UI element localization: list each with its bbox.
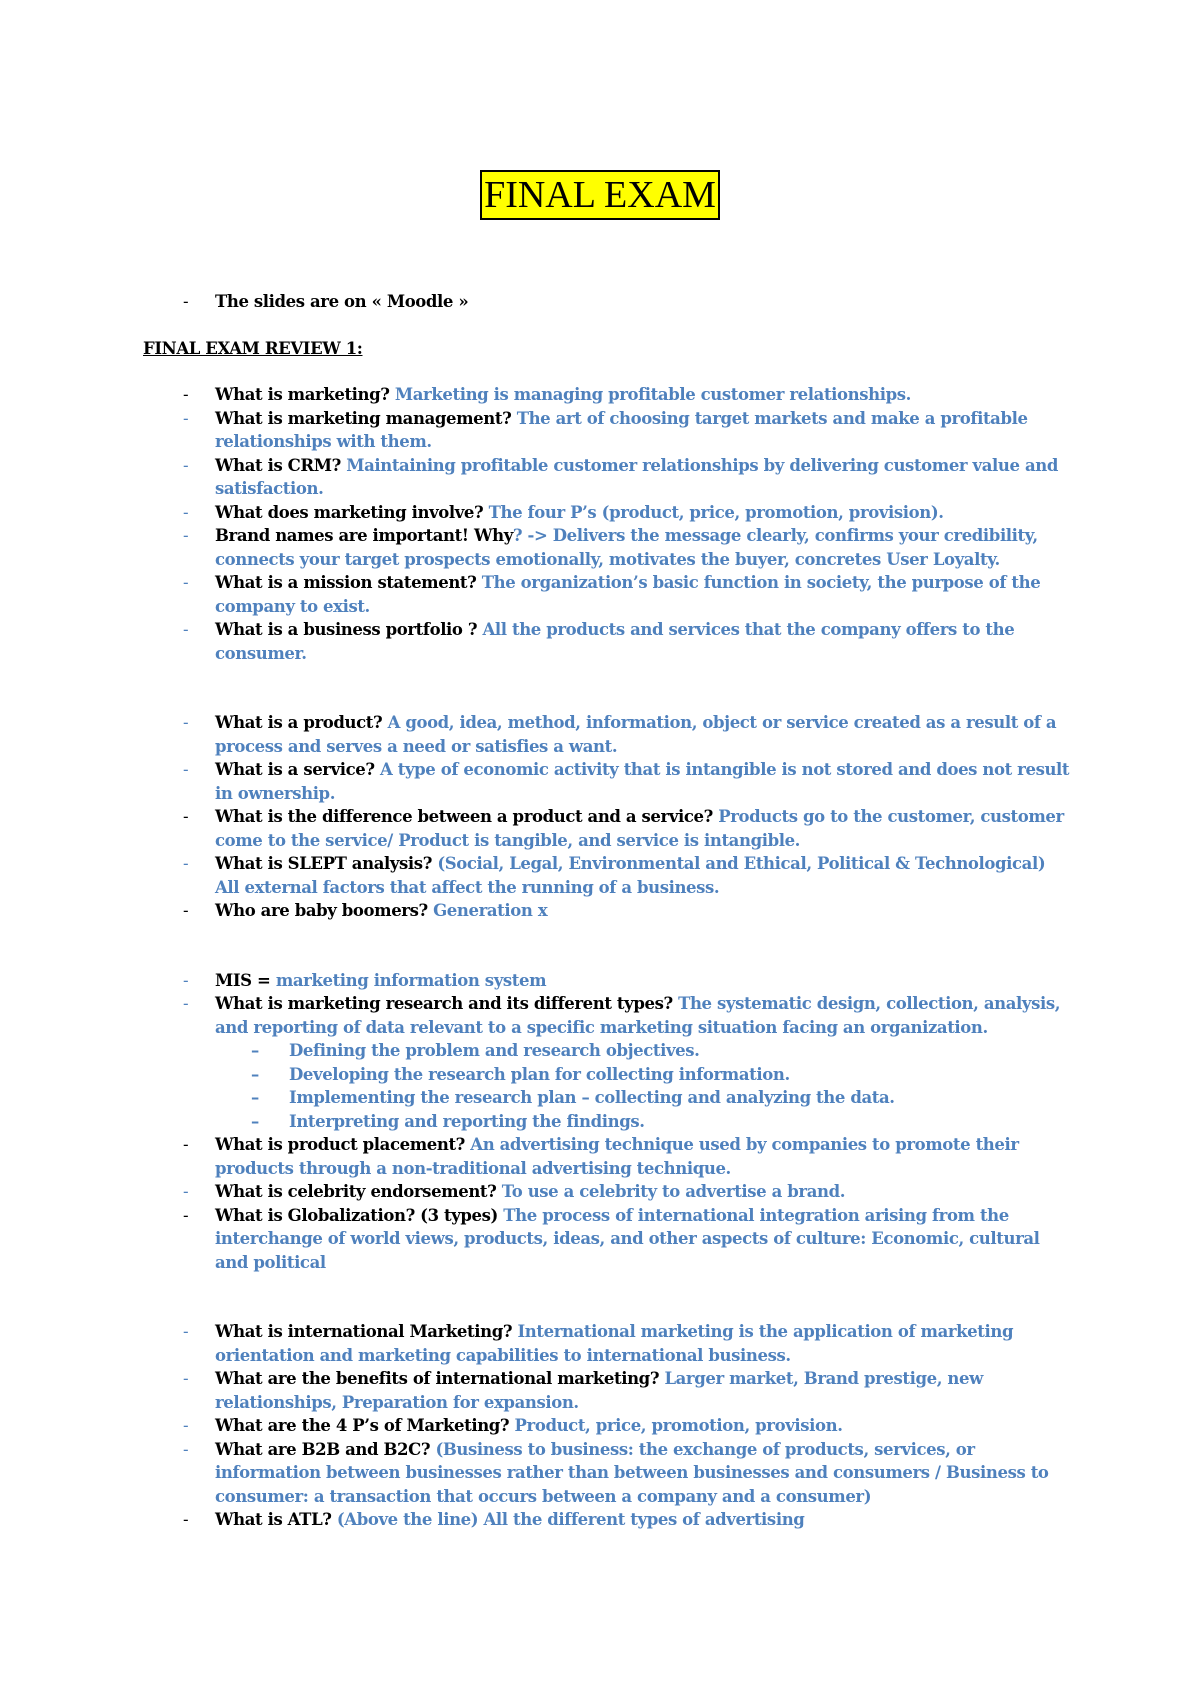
answer: ? -> Delivers the message clearly, confirms your credibility, connects your target prospects emotionally, motivates the buyer, concretes User Loyalty. xyxy=(215,526,1038,569)
qa-item xyxy=(143,1414,1073,1438)
qa-item xyxy=(143,852,1073,899)
question: Who are baby boomers? xyxy=(215,901,428,920)
answer: The organization’s basic function in society, the purpose of the company to exist. xyxy=(215,573,1041,616)
qa-item xyxy=(143,571,1073,618)
question: MIS = xyxy=(215,970,276,990)
question: What is marketing management? xyxy=(215,408,512,428)
answer: marketing information system xyxy=(275,970,547,990)
qa-item xyxy=(143,524,1073,571)
question: What is ATL? xyxy=(215,1510,332,1529)
question: What are B2B and B2C? xyxy=(215,1439,431,1459)
sub-bullet-dash: – xyxy=(251,1111,259,1131)
qa-item xyxy=(143,454,1073,501)
intro-text: The slides are on « Moodle » xyxy=(215,292,469,311)
bullet-dash: - xyxy=(183,901,189,920)
question: What is celebrity endorsement? xyxy=(215,1182,497,1201)
question: What is CRM? xyxy=(215,455,341,475)
qa-item xyxy=(143,711,1073,758)
answer: Generation x xyxy=(427,901,548,920)
question: What is a service? xyxy=(215,760,375,779)
bullet-dash: - xyxy=(183,573,189,592)
answer: Products go to the customer, customer come to the service/ Product is tangible, and service is intangible. xyxy=(215,807,1064,850)
intro-bullet xyxy=(143,290,1073,314)
bullet-dash: - xyxy=(183,1135,189,1154)
document-body xyxy=(143,290,1073,1532)
question: What is Globalization? (3 types) xyxy=(215,1205,498,1225)
bullet-dash: - xyxy=(183,1322,189,1341)
bullet-dash: - xyxy=(183,1416,189,1435)
qa-item xyxy=(143,383,1073,407)
question: What are the 4 P’s of Marketing? xyxy=(215,1416,510,1435)
answer: A type of economic activity that is intangible is not stored and does not result in ownership. xyxy=(215,760,1070,803)
bullet-dash: - xyxy=(183,526,189,545)
bullet-dash: - xyxy=(183,970,189,990)
bullet-dash: - xyxy=(183,760,189,779)
research-step xyxy=(143,1086,1073,1110)
bullet-dash: - xyxy=(183,994,189,1013)
sub-bullet-dash: – xyxy=(251,1041,259,1060)
question: Brand names are important! Why xyxy=(215,526,513,545)
question: What is marketing research and its different types? xyxy=(215,994,673,1013)
answer: The systematic design, collection, analysis, and reporting of data relevant to a specific marketing situation facing an organization. xyxy=(215,994,1061,1037)
bullet-dash: - xyxy=(183,1439,189,1459)
answer: (Social, Legal, Environmental and Ethical, Political & Technological) All external factors that affect the running of a business. xyxy=(215,854,1046,897)
question: What is international Marketing? xyxy=(215,1322,513,1341)
answer: A good, idea, method, information, object or service created as a result of a process and serves a need or satisfies a want. xyxy=(215,713,1057,756)
answer: Larger market, Brand prestige, new relationships, Preparation for expansion. xyxy=(215,1369,983,1412)
bullet-dash: - xyxy=(183,713,189,732)
bullet-dash: - xyxy=(183,455,189,475)
qa-item xyxy=(143,1320,1073,1367)
qa-item xyxy=(143,1438,1073,1509)
question: What is the difference between a product and a service? xyxy=(215,807,713,826)
research-step xyxy=(143,1063,1073,1087)
qa-item xyxy=(143,992,1073,1039)
question: What does marketing involve? xyxy=(215,502,484,522)
sub-bullet-dash: – xyxy=(251,1064,259,1084)
bullet-dash: - xyxy=(183,1510,189,1529)
research-step-text: Implementing the research plan – collecting and analyzing the data. xyxy=(289,1088,895,1107)
answer: An advertising technique used by companies to promote their products through a non-traditional advertising technique. xyxy=(215,1135,1019,1178)
answer: The four P’s (product, price, promotion, provision). xyxy=(483,502,944,522)
question: What is a mission statement? xyxy=(215,573,477,592)
qa-item xyxy=(143,1180,1073,1204)
answer: International marketing is the application of marketing orientation and marketing capabilities to international business. xyxy=(215,1322,1014,1365)
qa-item xyxy=(143,1133,1073,1180)
answer: (Above the line) All the different types of advertising xyxy=(331,1510,805,1529)
sub-bullet-dash: – xyxy=(251,1088,259,1107)
qa-item xyxy=(143,1367,1073,1414)
qa-item xyxy=(143,969,1073,993)
question: What is a business portfolio ? xyxy=(215,620,478,639)
bullet-dash: - xyxy=(183,854,189,873)
qa-item xyxy=(143,1204,1073,1275)
research-step-text: Interpreting and reporting the findings. xyxy=(289,1111,645,1131)
question: What is a product? xyxy=(215,713,383,732)
section-heading: FINAL EXAM REVIEW 1: xyxy=(143,338,363,358)
answer: The process of international integration arising from the interchange of world views, products, ideas, and other aspects of culture: Economic, cultural and political xyxy=(215,1205,1040,1272)
bullet-dash: - xyxy=(183,620,189,639)
bullet-dash: - xyxy=(183,292,189,311)
question: What is SLEPT analysis? xyxy=(215,854,432,873)
answer: To use a celebrity to advertise a brand. xyxy=(496,1182,846,1201)
qa-item xyxy=(143,501,1073,525)
bullet-dash: - xyxy=(183,385,189,404)
question: What is product placement? xyxy=(215,1135,465,1154)
qa-item xyxy=(143,407,1073,454)
qa-item xyxy=(143,899,1073,923)
answer: (Business to business: the exchange of products, services, or information between businesses rather than between businesses and consumers / Business to consumer: a transaction that occurs between a company and a consumer) xyxy=(215,1439,1049,1506)
bullet-dash: - xyxy=(183,1205,189,1225)
answer: Product, price, promotion, provision. xyxy=(509,1416,843,1435)
qa-item xyxy=(143,1508,1073,1532)
title-container xyxy=(0,170,1200,220)
answer: Marketing is managing profitable customer relationships. xyxy=(389,385,911,404)
answer: Maintaining profitable customer relationships by delivering customer value and satisfaction. xyxy=(215,455,1058,498)
bullet-dash: - xyxy=(183,1182,189,1201)
question: What is marketing? xyxy=(215,385,390,404)
research-step xyxy=(143,1039,1073,1063)
bullet-dash: - xyxy=(183,408,189,428)
bullet-dash: - xyxy=(183,807,189,826)
question: What are the benefits of international marketing? xyxy=(215,1369,660,1388)
answer: The art of choosing target markets and make a profitable relationships with them. xyxy=(215,408,1028,451)
research-step xyxy=(143,1110,1073,1134)
qa-item xyxy=(143,618,1073,665)
qa-item xyxy=(143,805,1073,852)
bullet-dash: - xyxy=(183,502,189,522)
research-step-text: Defining the problem and research objectives. xyxy=(289,1041,700,1060)
answer: All the products and services that the company offers to the consumer. xyxy=(215,620,1015,663)
qa-item xyxy=(143,758,1073,805)
bullet-dash: - xyxy=(183,1369,189,1388)
page-title: FINAL EXAM xyxy=(480,170,720,220)
research-step-text: Developing the research plan for collecting information. xyxy=(289,1064,790,1084)
